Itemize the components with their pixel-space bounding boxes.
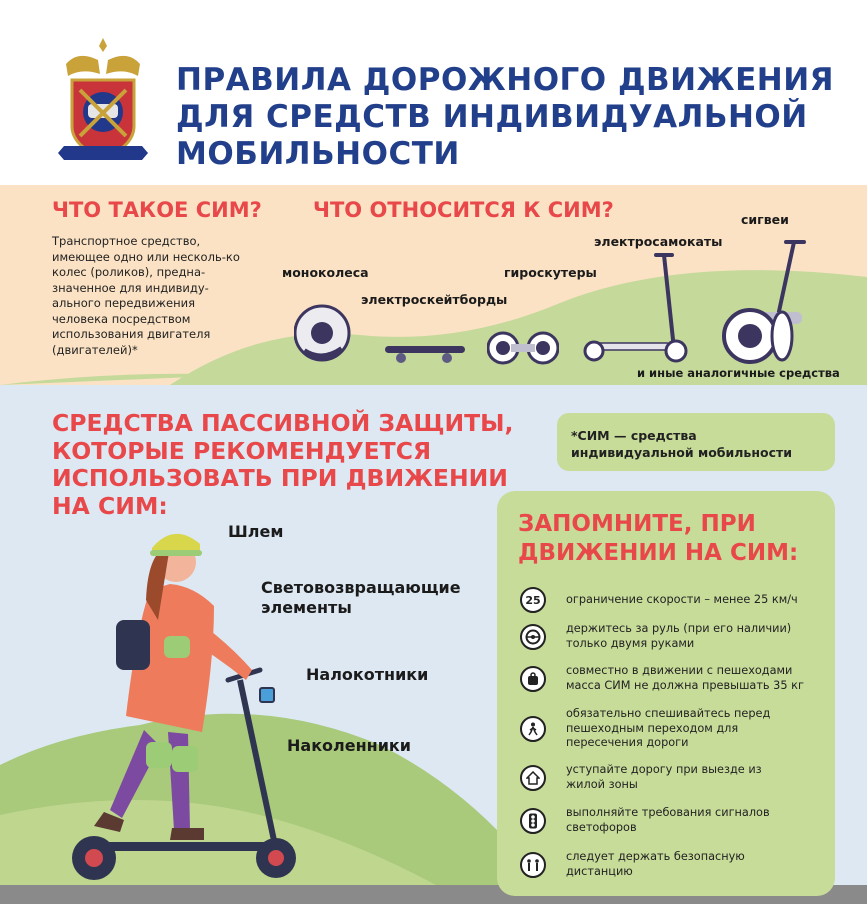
rule-traffic-light	[520, 806, 820, 835]
segway-icon	[720, 236, 816, 366]
what-belongs-heading: ЧТО ОТНОСИТСЯ К СИМ?	[313, 198, 614, 222]
rule-distance	[520, 850, 820, 879]
rule-text: следует держать безопасную дистанцию	[566, 850, 745, 878]
rule-text: ограничение скорости – менее 25 км/ч	[566, 592, 798, 606]
residential-zone-icon	[520, 765, 546, 791]
rule-crossing	[520, 707, 820, 751]
page-title: ПРАВИЛА ДОРОЖНОГО ДВИЖЕНИЯ ДЛЯ СРЕДСТВ ИНДИВИДУАЛЬНОЙ МОБИЛЬНОСТИ	[176, 62, 835, 172]
gear-label-elbow-pads: Налокотники	[306, 665, 429, 684]
rule-text: выполняйте требования сигналов светофоров	[566, 806, 770, 834]
speed-limit-icon: 25	[520, 587, 546, 613]
vehicle-label-escooter: электросамокаты	[594, 234, 723, 249]
rule-text: совместно в движении с пешеходами масса СИМ не должна превышать 35 кг	[566, 664, 804, 692]
vehicle-label-eskateboard: электроскейтборды	[361, 292, 508, 307]
vehicle-label-segway: сигвеи	[741, 212, 789, 227]
what-is-sim-heading: ЧТО ТАКОЕ СИМ?	[52, 198, 262, 222]
rule-weight	[520, 664, 820, 693]
other-vehicles-label: и иные аналогичные средства	[637, 366, 840, 380]
escooter-icon	[580, 245, 690, 365]
rule-text: уступайте дорогу при выезде из жилой зоны	[566, 763, 762, 791]
monowheel-icon	[294, 303, 354, 363]
distance-icon	[520, 852, 546, 878]
gear-label-knee-pads: Наколенники	[287, 736, 411, 755]
rule-text: держитесь за руль (при его наличии) только двумя руками	[566, 622, 792, 650]
hoverboard-icon	[487, 331, 559, 365]
rule-residential	[520, 763, 820, 792]
steering-wheel-icon	[520, 624, 546, 650]
sim-abbreviation-note: *СИМ — средства индивидуальной мобильности	[557, 413, 835, 471]
weight-icon	[520, 666, 546, 692]
passive-protection-heading: СРЕДСТВА ПАССИВНОЙ ЗАЩИТЫ, КОТОРЫЕ РЕКОМЕНДУЕТСЯ ИСПОЛЬЗОВАТЬ ПРИ ДВИЖЕНИИ НА СИМ:	[52, 409, 514, 520]
gear-label-reflectors: Световозвращающие элементы	[261, 578, 461, 617]
police-emblem-icon	[58, 34, 148, 168]
rule-text: обязательно спешивайтесь перед пешеходным переходом для пересечения дороги	[566, 707, 771, 749]
vehicle-label-hoverboard: гироскутеры	[504, 265, 597, 280]
rule-speed-limit	[520, 587, 820, 613]
traffic-light-icon	[520, 808, 546, 834]
vehicle-label-monowheel: моноколеса	[282, 265, 369, 280]
remember-heading: ЗАПОМНИТЕ, ПРИ ДВИЖЕНИИ НА СИМ:	[518, 511, 799, 566]
pedestrian-crossing-icon	[520, 716, 546, 742]
scooter-rider-illustration	[64, 520, 304, 900]
rule-steering	[520, 622, 820, 651]
sim-definition-text: Транспортное средство, имеющее одно или несколь-ко колес (роликов), предна-значенное для индивиду-ального передвижения человека посредством использования двигателя (двигателей)*	[52, 234, 240, 357]
gear-label-helmet: Шлем	[228, 522, 284, 541]
eskateboard-icon	[383, 342, 467, 364]
